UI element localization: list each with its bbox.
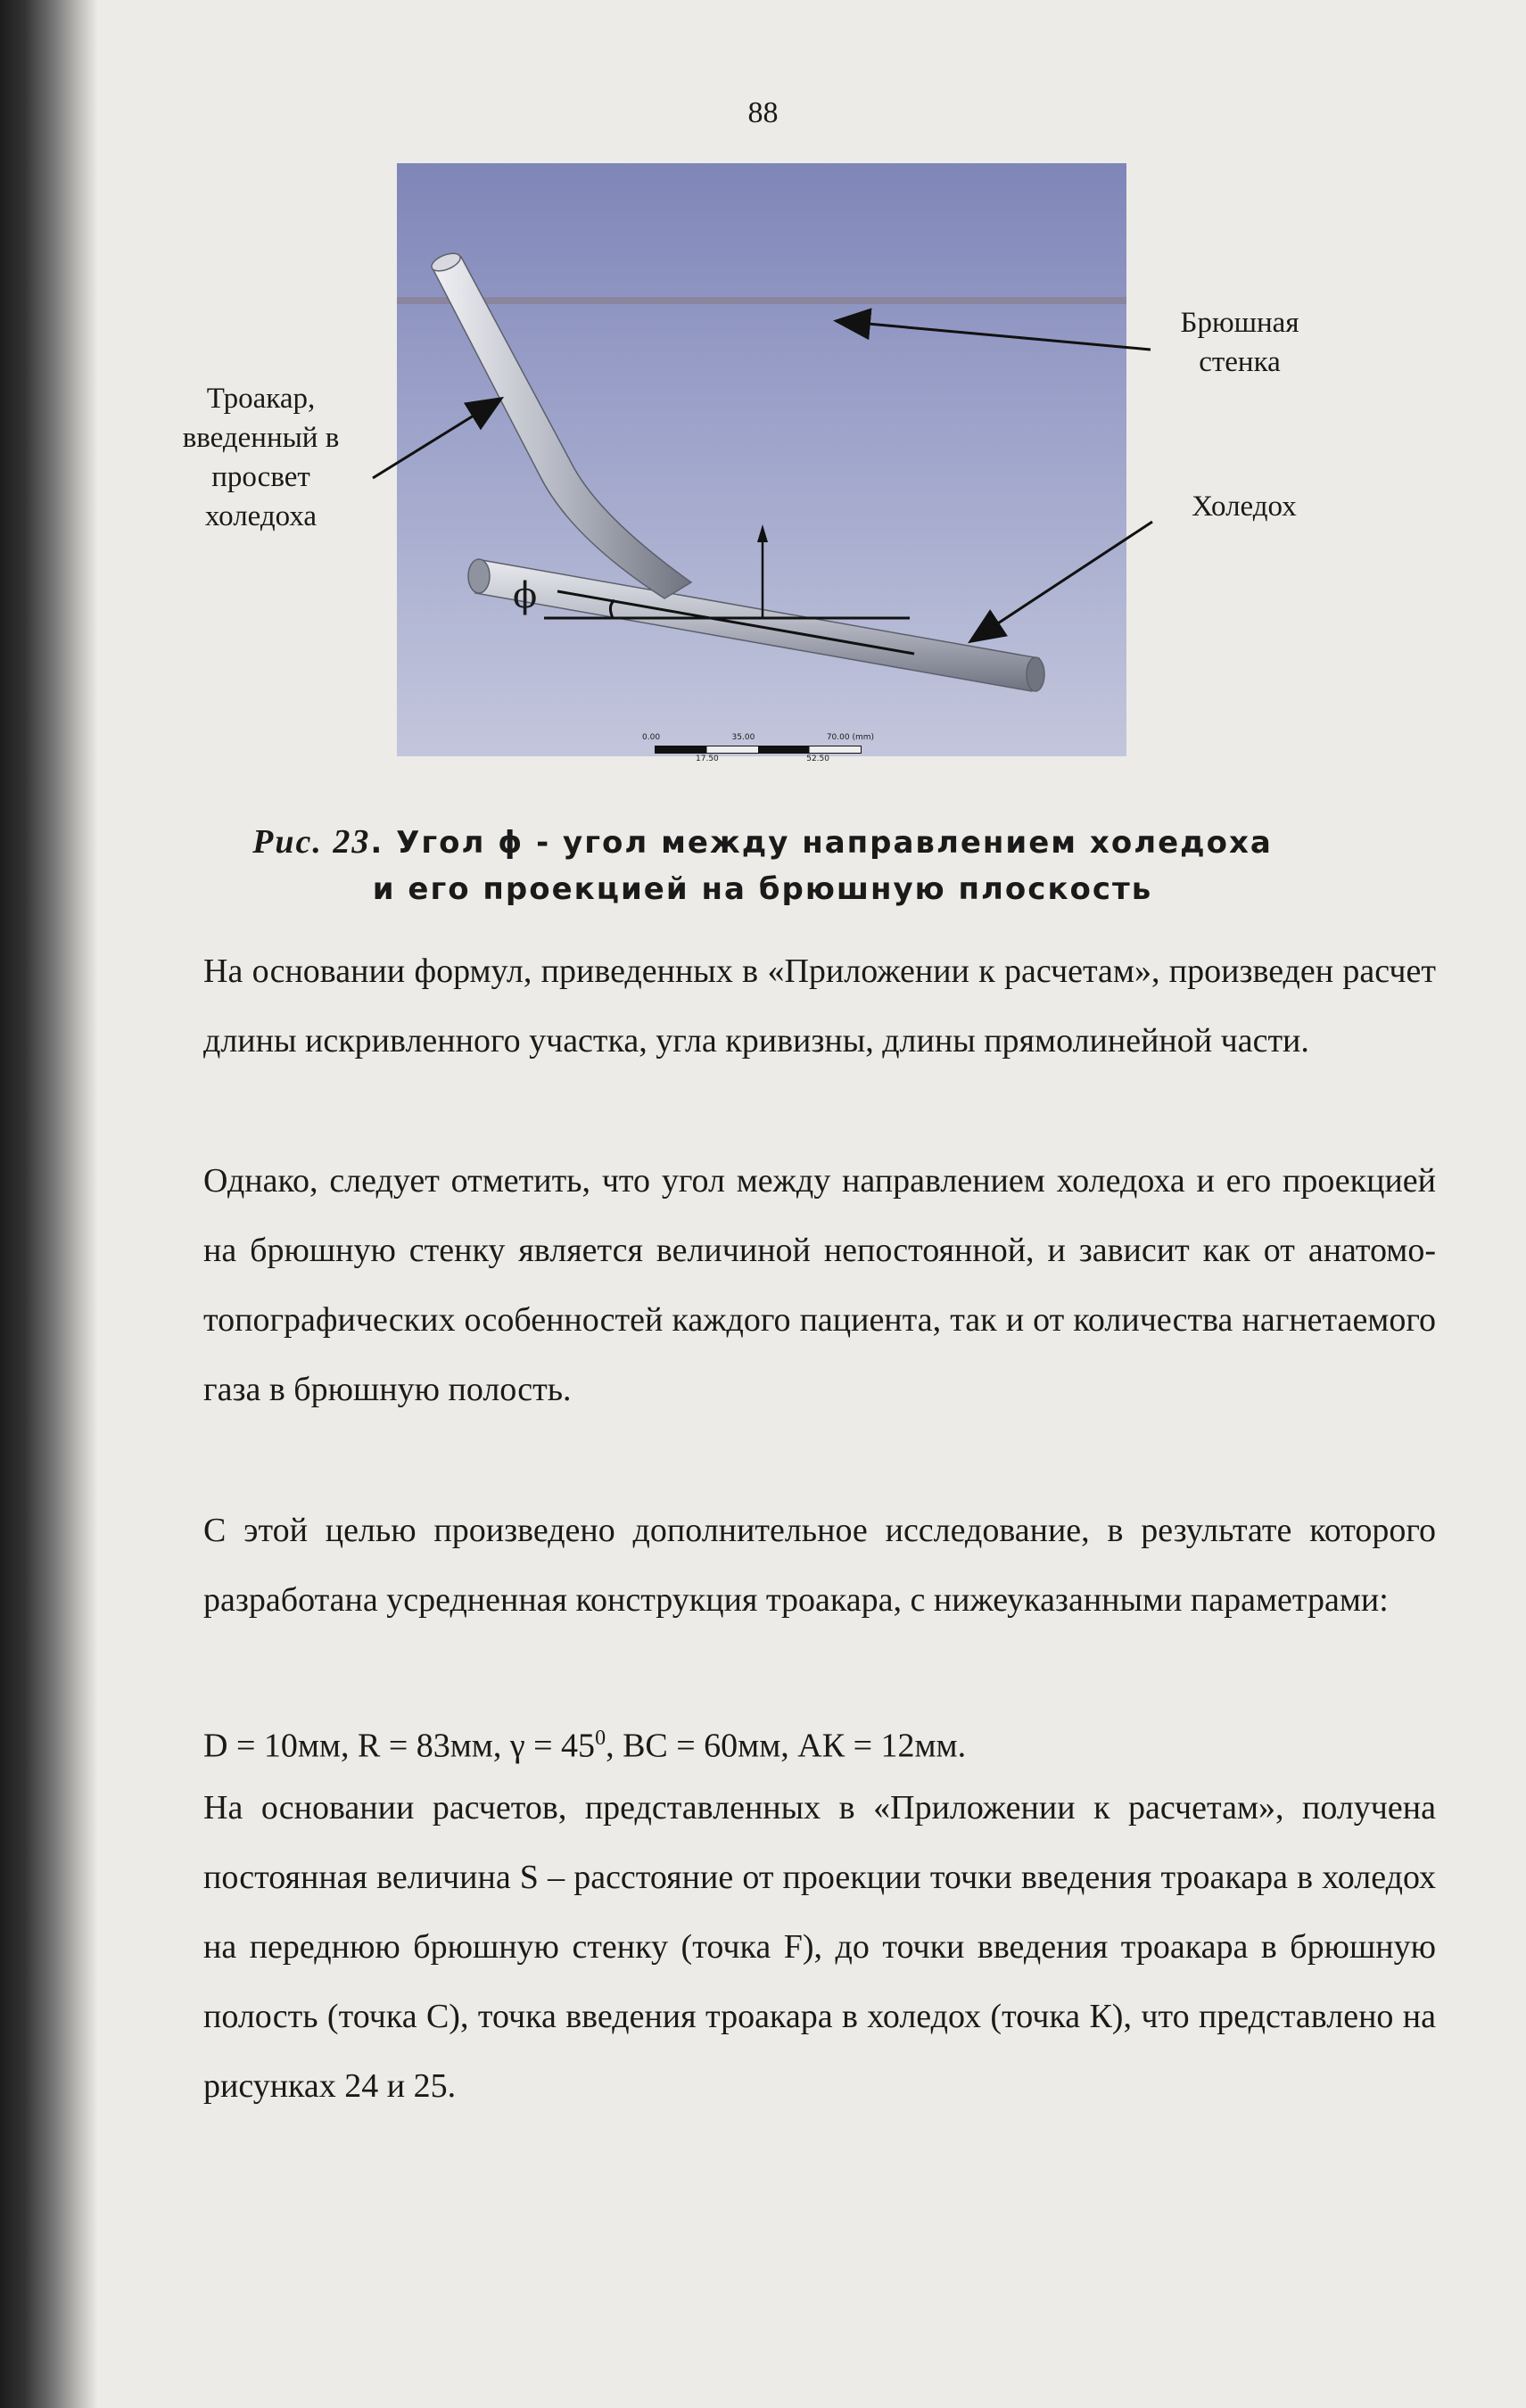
parameters-formula: D = 10мм, R = 83мм, $\gamma = 45^0$, ВС = 60мм, АК = 12мм. <box>203 1727 967 1765</box>
scale-tick-top: 70.00 (mm) <box>826 733 874 742</box>
duct-pointer-arrow <box>972 522 1152 640</box>
paragraph-2: Однако, следует отметить, что угол между направлением холедоха и его проекцией на брюшную стенку является величиной непостоянной, и зависит как от анатомо-топографических особенностей каждого пациента, так и от количества нагнетаемого газа в брюшную полость. <box>203 1162 1436 1408</box>
paragraph-4-block <box>203 1773 1436 2121</box>
caption-line-2: и его проекцией на брюшную плоскость <box>372 871 1153 907</box>
page-number: 88 <box>747 96 779 129</box>
label-trocar: Троакар, введенный в просвет холедоха <box>182 383 340 532</box>
scale-tick-bottom: 52.50 <box>806 755 829 763</box>
paragraph-4: На основании расчетов, представленных в «Приложении к расчетам», получена постоянная величина S – расстояние от проекции точки введения троакара в холедох на переднюю брюшную стенку (точка F), до точки введения троакара в брюшную полость (точка С), точка введения троакара в холедох (точка К), что представлено на рисунках 24 и 25. <box>203 1789 1436 2105</box>
scale-bar <box>642 733 874 769</box>
trocar-pointer-arrow <box>373 400 499 478</box>
caption-line-1: . Угол ϕ - угол между направлением холедоха <box>370 825 1273 861</box>
paragraph-3-block <box>203 1496 1436 1635</box>
paragraph-1: На основании формул, приведенных в «Приложении к расчетам», произведен расчет длины искривленного участка, угла кривизны, длины прямолинейной части. <box>203 952 1436 1060</box>
angle-symbol: ϕ <box>513 575 538 616</box>
scale-tick-bottom: 17.50 <box>696 755 719 763</box>
paragraph-1-block <box>203 936 1436 1076</box>
scale-tick-top: 35.00 <box>731 733 755 742</box>
label-abdominal-wall: Брюшная стенка <box>1180 307 1299 378</box>
paragraph-3: С этой целью произведено дополнительное исследование, в результате которого разработана усредненная конструкция троакара, с нижеуказанными параметрами: <box>203 1512 1436 1619</box>
wall-pointer-arrow <box>838 321 1151 350</box>
figure-caption <box>178 819 1347 912</box>
paragraph-2-block <box>203 1146 1436 1424</box>
scale-tick-top: 0.00 <box>642 733 661 742</box>
formula-block <box>203 1703 1436 1781</box>
caption-figure-ref: Рис. 23 <box>252 823 371 861</box>
label-choledoch: Холедох <box>1192 491 1297 523</box>
